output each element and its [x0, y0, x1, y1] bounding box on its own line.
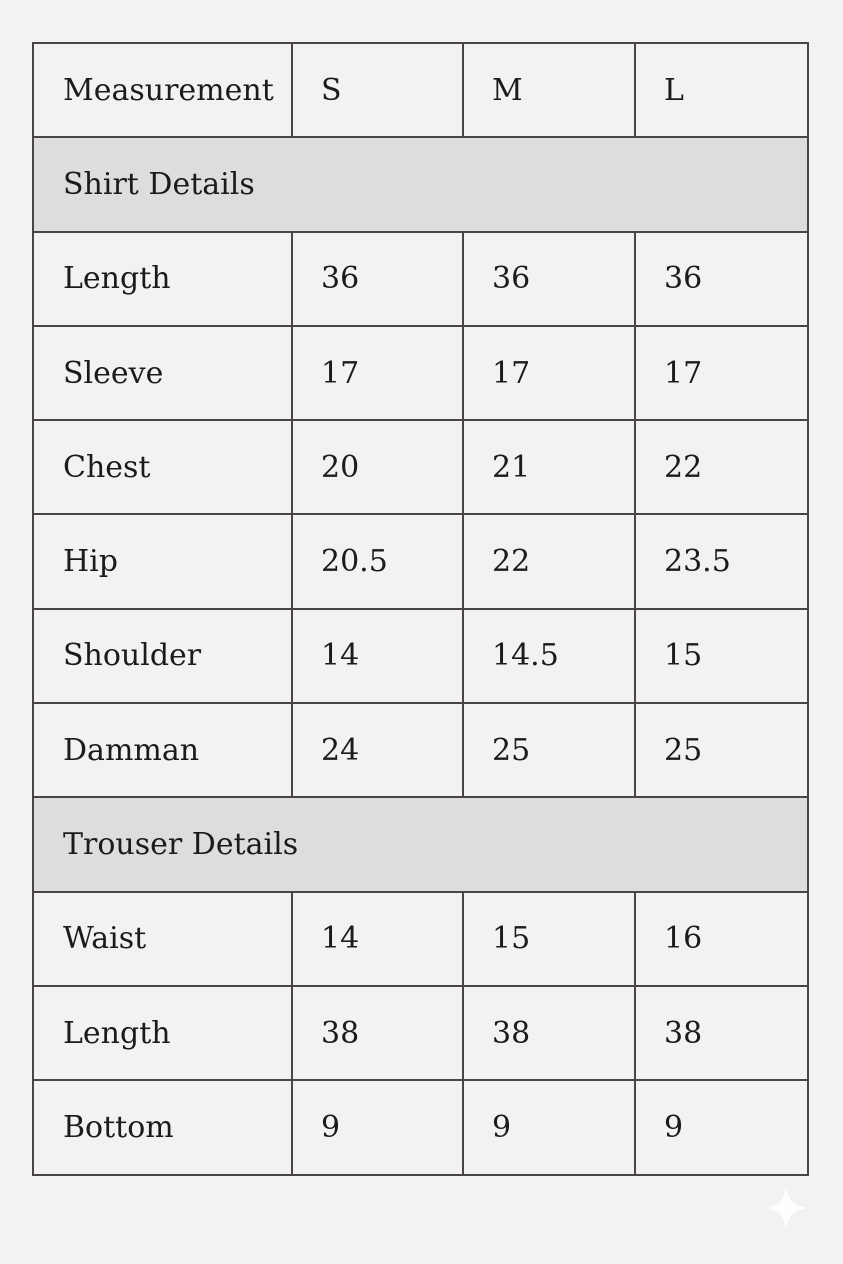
table-row — [33, 420, 808, 514]
row-label: Shoulder — [33, 609, 292, 703]
cell-l: 36 — [635, 232, 808, 326]
cell-m: 38 — [463, 986, 635, 1080]
row-label: Bottom — [33, 1080, 292, 1174]
section-row-shirt — [33, 137, 808, 231]
row-label: Hip — [33, 514, 292, 608]
row-label: Chest — [33, 420, 292, 514]
section-row-trouser — [33, 797, 808, 891]
table-row — [33, 703, 808, 797]
header-size-s: S — [292, 43, 463, 137]
table-row — [33, 326, 808, 420]
table-row — [33, 514, 808, 608]
section-title: Trouser Details — [33, 797, 808, 891]
row-label: Length — [33, 232, 292, 326]
header-measurement: Measurement — [33, 43, 292, 137]
header-size-m: M — [463, 43, 635, 137]
table-row — [33, 986, 808, 1080]
cell-s: 14 — [292, 609, 463, 703]
header-row — [33, 43, 808, 137]
cell-m: 15 — [463, 892, 635, 986]
cell-m: 14.5 — [463, 609, 635, 703]
cell-s: 20 — [292, 420, 463, 514]
cell-l: 15 — [635, 609, 808, 703]
cell-l: 22 — [635, 420, 808, 514]
cell-s: 38 — [292, 986, 463, 1080]
cell-l: 25 — [635, 703, 808, 797]
cell-m: 25 — [463, 703, 635, 797]
table-row — [33, 232, 808, 326]
cell-s: 17 — [292, 326, 463, 420]
cell-m: 22 — [463, 514, 635, 608]
cell-s: 9 — [292, 1080, 463, 1174]
table-row — [33, 609, 808, 703]
section-title: Shirt Details — [33, 137, 808, 231]
cell-m: 9 — [463, 1080, 635, 1174]
cell-l: 16 — [635, 892, 808, 986]
cell-m: 21 — [463, 420, 635, 514]
cell-l: 17 — [635, 326, 808, 420]
cell-m: 17 — [463, 326, 635, 420]
cell-m: 36 — [463, 232, 635, 326]
cell-l: 9 — [635, 1080, 808, 1174]
cell-s: 36 — [292, 232, 463, 326]
header-size-l: L — [635, 43, 808, 137]
table-row — [33, 1080, 808, 1174]
cell-l: 23.5 — [635, 514, 808, 608]
row-label: Damman — [33, 703, 292, 797]
row-label: Waist — [33, 892, 292, 986]
table-row — [33, 892, 808, 986]
row-label: Length — [33, 986, 292, 1080]
cell-s: 20.5 — [292, 514, 463, 608]
row-label: Sleeve — [33, 326, 292, 420]
sparkle-icon — [762, 1184, 810, 1232]
cell-s: 14 — [292, 892, 463, 986]
cell-l: 38 — [635, 986, 808, 1080]
cell-s: 24 — [292, 703, 463, 797]
size-chart-table — [32, 42, 809, 1176]
